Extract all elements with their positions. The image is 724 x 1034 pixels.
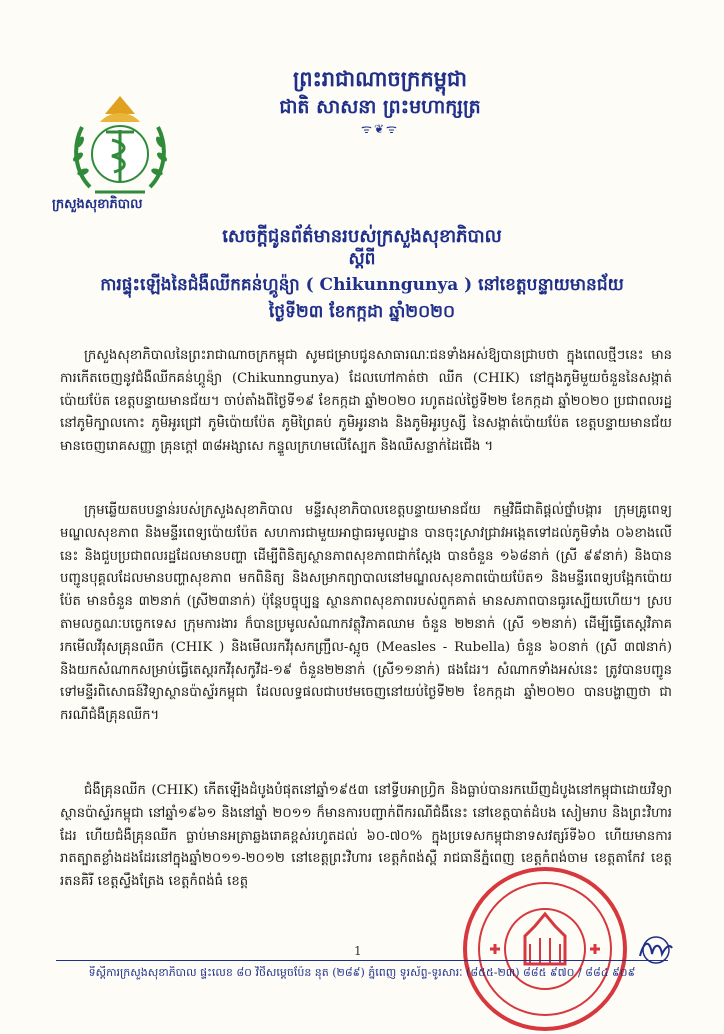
letterhead [210, 66, 550, 137]
paragraph-1: ក្រសួងសុខាភិបាលនៃព្រះរាជាណាចក្រកម្ពុជា សូមជម្រាបជូនសាធារណៈជនទាំងអស់ឱ្យបានជ្រាបថា ក្នុងពេលថ្មីៗនេះ មានការកើតចេញនូវជំងឺឈីកគន់ហ្គូន៉្យា (Chikunngunya) ដែលហៅកាត់ថា ឈីក (CHIK) នៅក្នុងភូមិមួយចំនួននៃសង្កាត់ប៉ោយប៉ែត ខេត្តបន្ទាយមានជ័យ។ ចាប់តាំងពីថ្ងៃទី១៩ ខែកក្កដា ឆ្នាំ២០២០ រហូតដល់ថ្ងៃទី២២ ខែកក្កដា ឆ្នាំ២០២០ ប្រជាពលរដ្ឋនៅភូមិក្បាលកោះ ភូមិអូរជ្រៅ ភូមិប៉ោយប៉ែត ភូមិព្រៃគប់ ភូមិអូរនាង និងភូមិអូរឫស្សី នៃសង្កាត់ប៉ោយប៉ែត ខេត្តបន្ទាយមានជ័យ មានចេញរោគសញ្ញា គ្រុនក្តៅ ៣៨អង្សាសេ កន្ទួលក្រហមលើស្បែក និងឈឺសន្លាក់ដៃជើង ។ [60, 348, 672, 455]
ministry-emblem-icon [60, 92, 180, 212]
paragraph-3: ជំងឺគ្រុនឈីក (CHIK) កើតឡើងដំបូងបំផុតនៅឆ្នាំ១៩៥៣ នៅទ្វីបអាហ្វ្រិក និងធ្លាប់បានរកឃើញដំបូងនៅកម្ពុជាដោយវិទ្យាស្ថានប៉ាស្ទ័រកម្ពុជា នៅឆ្នាំ១៩៦១ និងនៅឆ្នាំ ២០១១ ក៏មានការបញ្ជាក់ពីករណីជំងឺនេះ នៅខេត្តបាត់ដំបង សៀមរាប និងព្រះវិហារដែរ ហើយជំងឺគ្រុនឈីក ធ្លាប់មានអត្រាឆ្លងរោគខ្ពស់រហូតដល់ ៦០-៧០% ក្នុងប្រទេសកម្ពុជានាទសវត្សរ៍ទី៦០ ហើយមានការរាតត្បាតខ្លាំងដងដែរនៅក្នុងឆ្នាំ២០១១-២០១២ នៅខេត្តព្រះវិហារ ខេត្តកំពង់ស្ពឺ រាជធានីភ្នំពេញ ខេត្តកំពង់ចាម ខេត្តតាកែវ ខេត្តរតនគិរី ខេត្តស្ទឹងត្រែង ខេត្តកំពង់ធំ ខេត្ត [60, 783, 672, 890]
national-motto: ជាតិ សាសនា ព្រះមហាក្សត្រ [279, 96, 481, 118]
header-ornament: ᯤ❦ᯤ [361, 122, 399, 136]
document-title: សេចក្តីជូនព័ត៌មានរបស់ក្រសួងសុខាភិបាល [222, 226, 502, 247]
ministry-name: ក្រសួងសុខាភិបាល [52, 197, 143, 212]
document-date: ថ្ងៃទី២៣ ខែកក្កដា ឆ្នាំ២០២០ [268, 302, 456, 322]
footer-address: ទីស្តីការក្រសួងសុខាភិបាល ផ្ទះលេខ ៨០ វិថីសម្តេចប៉ែន នុត (២៨៩) ភ្នំពេញ ទូរស័ព្ទ-ទូរសារៈ (៨៥៥-២៣) ៨៨៥ ៩៧០ / ៨៨៤ ៩០៩ [88, 966, 636, 979]
page-number: 1 [354, 944, 362, 958]
title-subject: ការផ្ទុះឡើងនៃជំងឺឈីកគន់ហ្គូន៉្យា ( Chikunngunya ) នៅខេត្តបន្ទាយមានជ័យ [100, 275, 624, 295]
kingdom-name: ព្រះរាជាណាចក្រកម្ពុជា [292, 66, 467, 91]
emblem-crown [100, 96, 140, 122]
paragraph-2: ក្រុមឆ្លើយតបបន្ទាន់របស់ក្រសួងសុខាភិបាល មន្ទីរសុខាភិបាលខេត្តបន្ទាយមានជ័យ កម្មវិធីជាតិផ្តល់ថ្នាំបង្ការ ក្រុមគ្រូពេទ្យមណ្ឌលសុខភាព និងមន្ទីរពេទ្យប៉ោយប៉ែត សហការជាមួយអាជ្ញាធរមូលដ្ឋាន បានចុះស្រាវជ្រាវអង្កេតទៅដល់ភូមិទាំង ០៦ខាងលើនេះ និងជួបប្រជាពលរដ្ឋដែលមានបញ្ហា ដើម្បីពិនិត្យស្ថានភាពសុខភាពជាក់ស្តែង បានចំនួន ១៦៨នាក់ (ស្រី ៩៩នាក់) និងបានបញ្ជូនបុគ្គលដែលមានបញ្ហាសុខភាព មកពិនិត្យ និងសម្រាកព្យាបាលនៅមណ្ឌលសុខភាពប៉ោយប៉ែត១ និងមន្ទីរពេទ្យបង្អែកប៉ោយប៉ែត មានចំនួន ៣២នាក់ (ស្រី២៣នាក់) ប៉ុន្តែបច្ចុប្បន្ន ស្ថានភាពសុខភាពរបស់ពួកគាត់ មានសភាពបានធូរស្បើយហើយ។ ស្របតាមលក្ខណៈបច្ចេកទេស ក្រុមការងារ ក៏បានប្រមូលសំណាកវត្ថុវិភាគឈាម ចំនួន ២២នាក់ (ស្រី ១២នាក់) ដើម្បីធ្វើតេស្តវិភាគរកមើលវីរុសគ្រុនឈីក (CHIK ) និងមើលរកវីរុសកញ្ជ្រឹល-ស្អូច (Measles - Rubella) ចំនួន ៦០នាក់ (ស្រី ៣៧នាក់) និងយកសំណាកសម្រាប់ធ្វើតេស្តរកវីរុសកូវីដ-១៩ ចំនួន២២នាក់ (ស្រី១១នាក់) ផងដែរ។ សំណាកទាំងអស់នេះ ត្រូវបានបញ្ជូនទៅមន្ទីរពិសោធន៍វិទ្យាស្ថានប៉ាស្ទ័រកម្ពុជា ដែលលទ្ធផលជាបឋមចេញនៅយប់ថ្ងៃទី២២ ខែកក្កដា ឆ្នាំ២០២០ បានបង្ហាញថា ជាករណីជំងឺគ្រុនឈីក។ [60, 503, 672, 724]
footer-divider [56, 960, 668, 961]
title-subject-label: ស្តីពី [348, 249, 376, 269]
official-seal-icon [460, 864, 630, 1034]
